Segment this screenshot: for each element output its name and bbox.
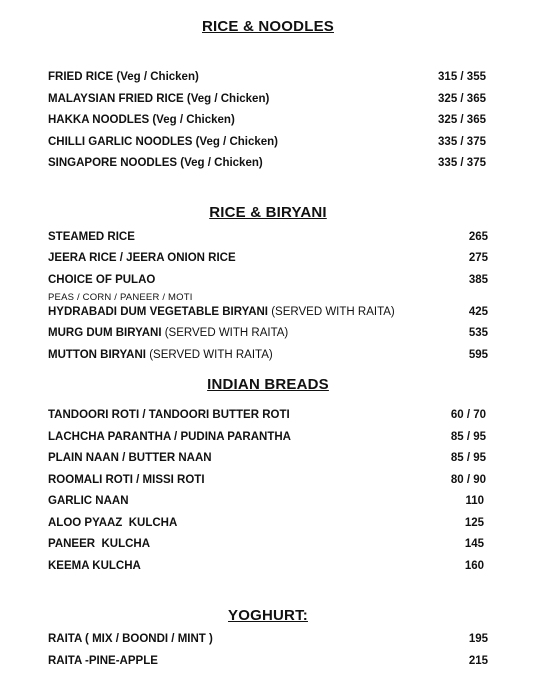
- menu-item-name: [48, 304, 395, 320]
- menu-item-name: GARLIC NAAN: [48, 495, 129, 507]
- menu-item-name: HAKKA NOODLES (Veg / Chicken): [48, 114, 235, 126]
- menu-item-price: 325 / 365: [438, 114, 486, 126]
- menu-item-price: 335 / 375: [438, 136, 486, 148]
- menu-item-price: 80 / 90: [450, 474, 486, 486]
- menu-item-name: ROOMALI ROTI / MISSI ROTI: [48, 474, 205, 486]
- menu-item-price: 160: [464, 560, 484, 572]
- menu-item-name: PLAIN NAAN / BUTTER NAAN: [48, 452, 212, 464]
- menu-item-price: 425: [468, 306, 488, 318]
- item-name-text: MUTTON BIRYANI: [48, 349, 146, 361]
- menu-item-name: RAITA -PINE-APPLE: [48, 655, 158, 667]
- menu-item-price: 60 / 70: [450, 409, 486, 421]
- menu-item-name: [48, 325, 288, 341]
- item-note: (SERVED WITH RAITA): [271, 306, 395, 318]
- menu-item-name: CHILLI GARLIC NOODLES (Veg / Chicken): [48, 136, 279, 148]
- menu-item-price: 195: [468, 633, 488, 645]
- menu-item-price: 275: [468, 252, 488, 264]
- item-name-text: HYDRABADI DUM VEGETABLE BIRYANI: [48, 306, 269, 318]
- menu-item-price: 145: [464, 538, 484, 550]
- menu-item-name: JEERA RICE / JEERA ONION RICE: [48, 252, 236, 264]
- item-note: (SERVED WITH RAITA): [164, 327, 289, 339]
- menu-item-price: 325 / 365: [438, 93, 486, 105]
- menu-item-name: FRIED RICE (Veg / Chicken): [48, 71, 199, 83]
- section-title-yoghurt: YOGHURT:: [228, 607, 308, 624]
- menu-item-price: 85 / 95: [450, 452, 486, 464]
- menu-item-options: PEAS / CORN / PANEER / MOTI: [48, 292, 193, 303]
- section-title-rice-biryani: RICE & BIRYANI: [209, 204, 327, 221]
- menu-item-name: LACHCHA PARANTHA / PUDINA PARANTHA: [48, 431, 291, 443]
- menu-item-name: KEEMA KULCHA: [48, 560, 141, 572]
- menu-item-name: MALAYSIAN FRIED RICE (Veg / Chicken): [48, 93, 270, 105]
- menu-item-price: 85 / 95: [450, 431, 486, 443]
- menu-item-price: 335 / 375: [438, 157, 486, 169]
- menu-item-name: ALOO PYAAZ KULCHA: [48, 517, 178, 529]
- menu-item-price: 265: [468, 231, 488, 243]
- menu-item-price: 535: [468, 327, 488, 339]
- menu-item-name: [48, 347, 273, 363]
- menu-item-name: RAITA ( MIX / BOONDI / MINT ): [48, 633, 213, 645]
- menu-item-price: 215: [468, 655, 488, 667]
- menu-item-name: SINGAPORE NOODLES (Veg / Chicken): [48, 157, 263, 169]
- menu-item-name: TANDOORI ROTI / TANDOORI BUTTER ROTI: [48, 409, 290, 421]
- menu-item-price: 315 / 355: [438, 71, 486, 83]
- menu-item-name: STEAMED RICE: [48, 231, 135, 243]
- section-title-indian-breads: INDIAN BREADS: [207, 376, 329, 393]
- menu-item-price: 385: [468, 274, 488, 286]
- item-name-text: MURG DUM BIRYANI: [48, 327, 162, 339]
- menu-item-price: 125: [464, 517, 484, 529]
- menu-item-name: PANEER KULCHA: [48, 538, 151, 550]
- menu-item-name: CHOICE OF PULAO: [48, 274, 156, 286]
- item-note: (SERVED WITH RAITA): [149, 349, 273, 361]
- menu-item-price: 110: [465, 495, 484, 507]
- section-title-rice-noodles: RICE & NOODLES: [202, 18, 334, 35]
- menu-item-price: 595: [468, 349, 488, 361]
